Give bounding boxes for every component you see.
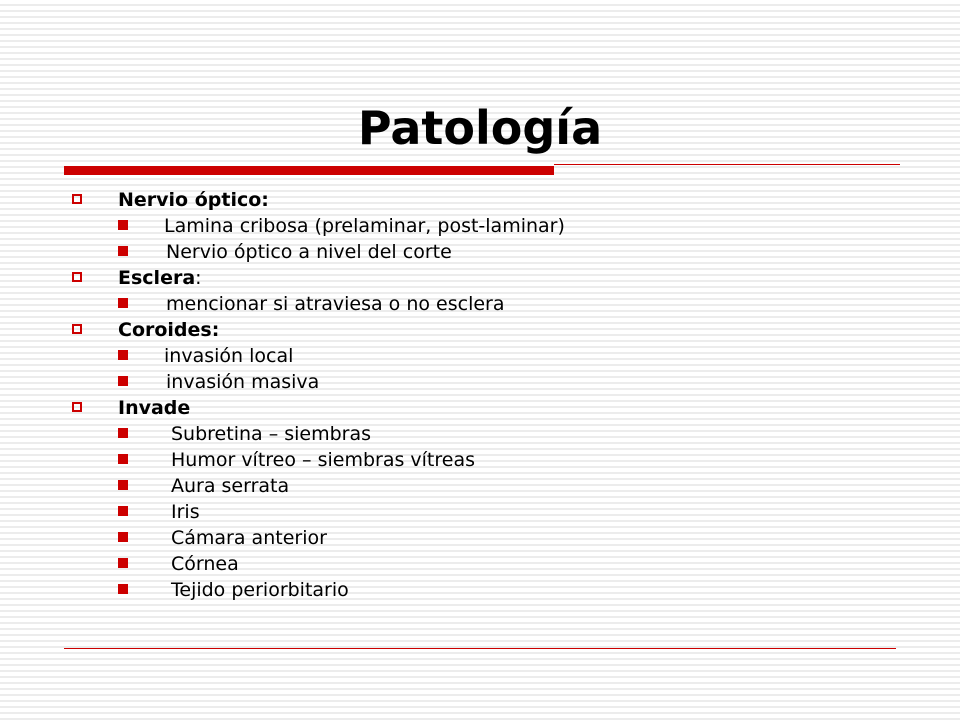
sub-bullet-item bbox=[0, 551, 960, 577]
sub-bullet-item bbox=[0, 525, 960, 551]
filled-square-bullet-icon bbox=[118, 454, 128, 464]
filled-square-bullet-icon bbox=[118, 298, 128, 308]
title-underline-rule bbox=[554, 164, 900, 165]
sub-bullet-text: mencionar si atraviesa o no esclera bbox=[166, 293, 505, 315]
filled-square-bullet-icon bbox=[118, 376, 128, 386]
hollow-square-bullet-icon bbox=[72, 324, 82, 334]
sub-bullet-text: Iris bbox=[171, 501, 200, 523]
bullet-heading-group bbox=[118, 265, 202, 291]
sub-bullet-text: Humor vítreo – siembras vítreas bbox=[171, 449, 475, 471]
filled-square-bullet-icon bbox=[118, 558, 128, 568]
sub-bullet-text: invasión masiva bbox=[166, 371, 320, 393]
filled-square-bullet-icon bbox=[118, 350, 128, 360]
sub-bullet-text: Aura serrata bbox=[171, 475, 290, 497]
sub-bullet-text: Córnea bbox=[171, 553, 239, 575]
sub-bullet-text: Nervio óptico a nivel del corte bbox=[166, 241, 452, 263]
sub-bullet-item bbox=[0, 577, 960, 603]
sub-bullet-item bbox=[0, 447, 960, 473]
filled-square-bullet-icon bbox=[118, 532, 128, 542]
bullet-nervio-optico bbox=[0, 187, 960, 213]
sub-bullet-text: Cámara anterior bbox=[171, 527, 327, 549]
bullet-heading: Coroides: bbox=[118, 319, 220, 341]
filled-square-bullet-icon bbox=[118, 480, 128, 490]
bullet-list bbox=[0, 187, 960, 603]
sub-bullet-text: Subretina – siembras bbox=[171, 423, 372, 445]
bullet-heading-suffix: : bbox=[195, 267, 202, 289]
filled-square-bullet-icon bbox=[118, 428, 128, 438]
bullet-coroides bbox=[0, 317, 960, 343]
slide-title: Patología bbox=[357, 101, 603, 155]
hollow-square-bullet-icon bbox=[72, 272, 82, 282]
sub-bullet-text: invasión local bbox=[164, 345, 294, 367]
sub-bullet-item bbox=[0, 239, 960, 265]
footer-rule bbox=[64, 648, 896, 649]
sub-bullet-text: Lamina cribosa (prelaminar, post-laminar) bbox=[164, 215, 565, 237]
bullet-heading: Invade bbox=[118, 397, 191, 419]
sub-bullet-item bbox=[0, 213, 960, 239]
bullet-esclera bbox=[0, 265, 960, 291]
filled-square-bullet-icon bbox=[118, 220, 128, 230]
sub-bullet-item bbox=[0, 499, 960, 525]
filled-square-bullet-icon bbox=[118, 584, 128, 594]
bullet-heading: Esclera bbox=[118, 267, 196, 289]
sub-bullet-item bbox=[0, 369, 960, 395]
title-underline-bar bbox=[64, 166, 554, 175]
filled-square-bullet-icon bbox=[118, 506, 128, 516]
sub-bullet-text: Tejido periorbitario bbox=[171, 579, 349, 601]
sub-bullet-item bbox=[0, 343, 960, 369]
hollow-square-bullet-icon bbox=[72, 194, 82, 204]
hollow-square-bullet-icon bbox=[72, 402, 82, 412]
bullet-invade bbox=[0, 395, 960, 421]
sub-bullet-item bbox=[0, 473, 960, 499]
bullet-heading: Nervio óptico: bbox=[118, 189, 269, 211]
filled-square-bullet-icon bbox=[118, 246, 128, 256]
sub-bullet-item bbox=[0, 421, 960, 447]
sub-bullet-item bbox=[0, 291, 960, 317]
